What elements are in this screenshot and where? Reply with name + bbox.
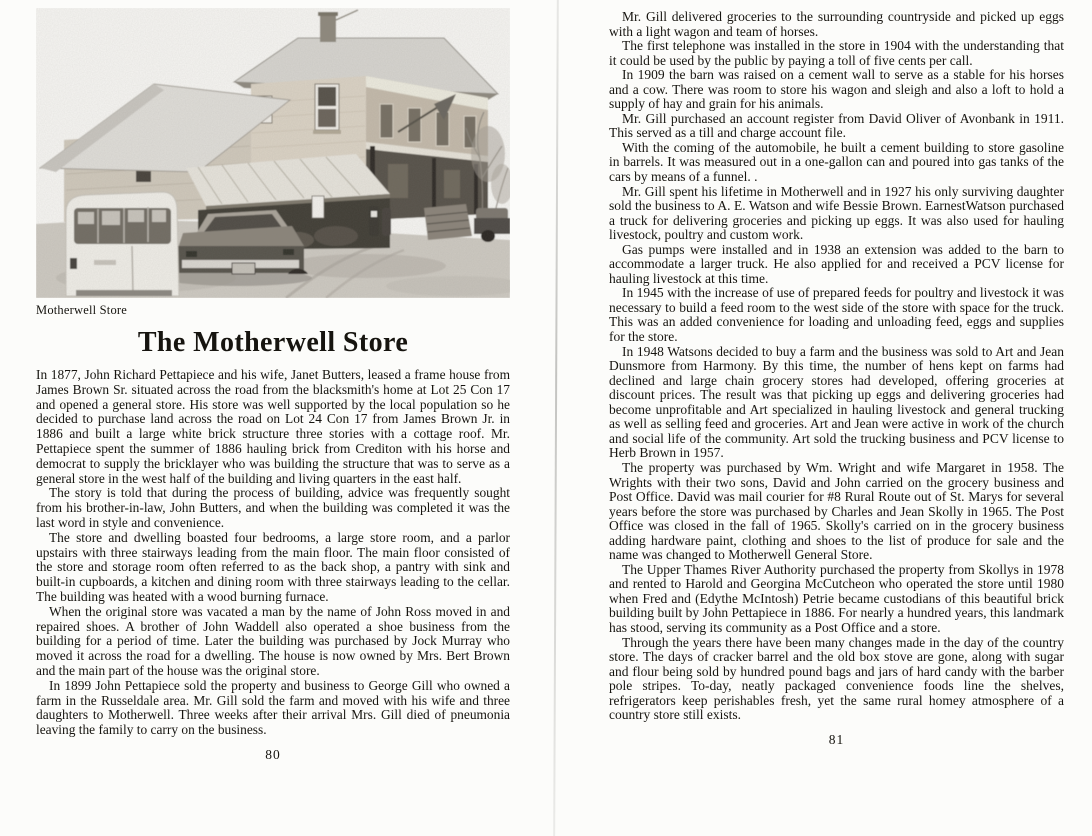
paragraph: In 1945 with the increase of use of prepared feeds for poultry and livestock it was necessary to build a feed room to the west side of the store with space for the truck. This was an added convenience for loading and unloading feed, eggs and supplies for the store. [609, 285, 1064, 345]
right-page [609, 10, 1064, 748]
paragraph: In 1909 the barn was raised on a cement wall to serve as a stable for his horses and a cow. There was room to store his wagon and sleigh and also a loft to hold a supply of hay and grain for his animals. [609, 67, 1064, 112]
left-page-body [36, 368, 510, 738]
paragraph: In 1899 John Pettapiece sold the property and business to George Gill who owned a farm in the Russeldale area. Mr. Gill sold the farm and moved with his wife and three daughters to Motherwell. Three weeks after their arrival Mrs. Gill died of pneumonia leaving the family to carry on the business. [36, 677, 510, 738]
page-number-right: 81 [828, 731, 845, 747]
paragraph: With the coming of the automobile, he built a cement building to store gasoline in barrels. It was measured out in a one-gallon can and poured into gas tanks of the cars by means of a funnel. . [609, 139, 1064, 185]
paragraph: The Upper Thames River Authority purchased the property from Skollys in 1978 and rented to Harold and Georgina McCutcheon who operated the store until 1980 when Fred and (Edythe McIntosh) Petrie became custodians of this beautiful brick building built by John Pettapiece in 1886. For nearly a hundred years, this landmark has stood, serving its community as a Post Office and a store. [609, 561, 1064, 635]
paragraph: When the original store was vacated a man by the name of John Ross moved in and repaired shoes. A brother of John Waddell also operated a shoe business from the building for a period of time. Later the building was purchased by Jock Murray who moved it across the road for a dwelling. The house is now owned by Mrs. Bert Brown and the main part of the house was the original store. [36, 603, 510, 678]
paragraph: The property was purchased by Wm. Wright and wife Margaret in 1958. The Wrights with their two sons, David and John carried on the grocery business and Post Office. David was mail courier for #8 Rural Route out of St. Marys for several years before the store was purchased by Charles and Jean Skolly in 1965. The Post Office was closed in the fall of 1965. Skolly's carried on in the grocery business adding hardware paint, clothing and shoes to the list of produce for sale and the name was changed to Motherwell General Store. [609, 459, 1064, 563]
store-photo [36, 8, 510, 298]
paragraph: The first telephone was installed in the store in 1904 with the understanding that it could be used by the public by paying a toll of five cents per call. [609, 38, 1064, 68]
book-gutter-divider [553, 0, 559, 836]
right-page-body [609, 10, 1064, 723]
paragraph: Through the years there have been many changes made in the day of the country store. The days of cracker barrel and the old box stove are gone, along with sugar and flour being sold by hundred pound bags and jars of hard candy with the barber pole stripes. To-day, neatly packaged convenience foods line the shelves, refrigerators keep perishables fresh, yet the same rural homey atmosphere of a country store still exists. [609, 634, 1064, 723]
paragraph: The story is told that during the process of building, advice was frequently sought from his brother-in-law, John Butters, and when the building was completed it was the last word in style and convenience. [36, 485, 510, 530]
page-number-left: 80 [265, 746, 281, 762]
paragraph: In 1948 Watsons decided to buy a farm and the business was sold to Art and Jean Dunsmore from Harmony. By this time, the number of hens kept on farms had declined and large chain grocery stores had developed, offering groceries at discount prices. The result was that picking up eggs and delivering groceries had become unprofitable and Art specialized in hauling livestock and general trucking as well as selling feed and groceries. Art and Jean were active in work of the church and social life of the community. Art sold the trucking business and PCV license to Herb Brown in 1957. [609, 343, 1064, 461]
paragraph: In 1877, John Richard Pettapiece and his wife, Janet Butters, leased a frame house from James Brown Sr. situated across the road from the blacksmith's home at Lot 25 Con 17 and opened a general store. His store was well supported by the local population so he decided to purchase land across the road on Lot 24 Con 17 from James Brown Jr. in 1886 and built a large white brick structure three stories with a cottage roof. Mr. Pettapiece spent the summer of 1886 hauling brick from Crediton with his horse and democrat to supply the bricklayer who was building the structure that was to serve as a general store in the west half of the building and living quarters in the east half. [36, 367, 510, 486]
paragraph: Gas pumps were installed and in 1938 an extension was added to the barn to accommodate a larger truck. He also applied for and received a PCV license for hauling livestock at this time. [609, 241, 1064, 286]
paragraph: Mr. Gill delivered groceries to the surrounding countryside and picked up eggs with a light wagon and team of horses. [609, 9, 1064, 39]
paragraph: Mr. Gill purchased an account register from David Oliver of Avonbank in 1911. This served as a till and charge account file. [609, 110, 1064, 141]
page-title: The Motherwell Store [137, 327, 409, 358]
store-photo-illustration [36, 8, 510, 298]
paragraph: The store and dwelling boasted four bedrooms, a large store room, and a parlor upstairs with three stairways leading from the main floor. The main floor consisted of the store and storage room often referred to as the back shop, a pantry with sink and built-in cupboards, a kitchen and dining room with three stairways leading to the cellar. The building was heated with a wood burning furnace. [36, 529, 510, 604]
photo-caption: Motherwell Store [36, 303, 128, 317]
paragraph: Mr. Gill spent his lifetime in Motherwell and in 1927 his only surviving daughter sold the business to A. E. Watson and wife Bessie Brown. EarnestWatson purchased a truck for delivering groceries and picking up eggs. It was also used for hauling livestock, poultry and custom work. [609, 183, 1064, 243]
left-page [36, 8, 510, 763]
